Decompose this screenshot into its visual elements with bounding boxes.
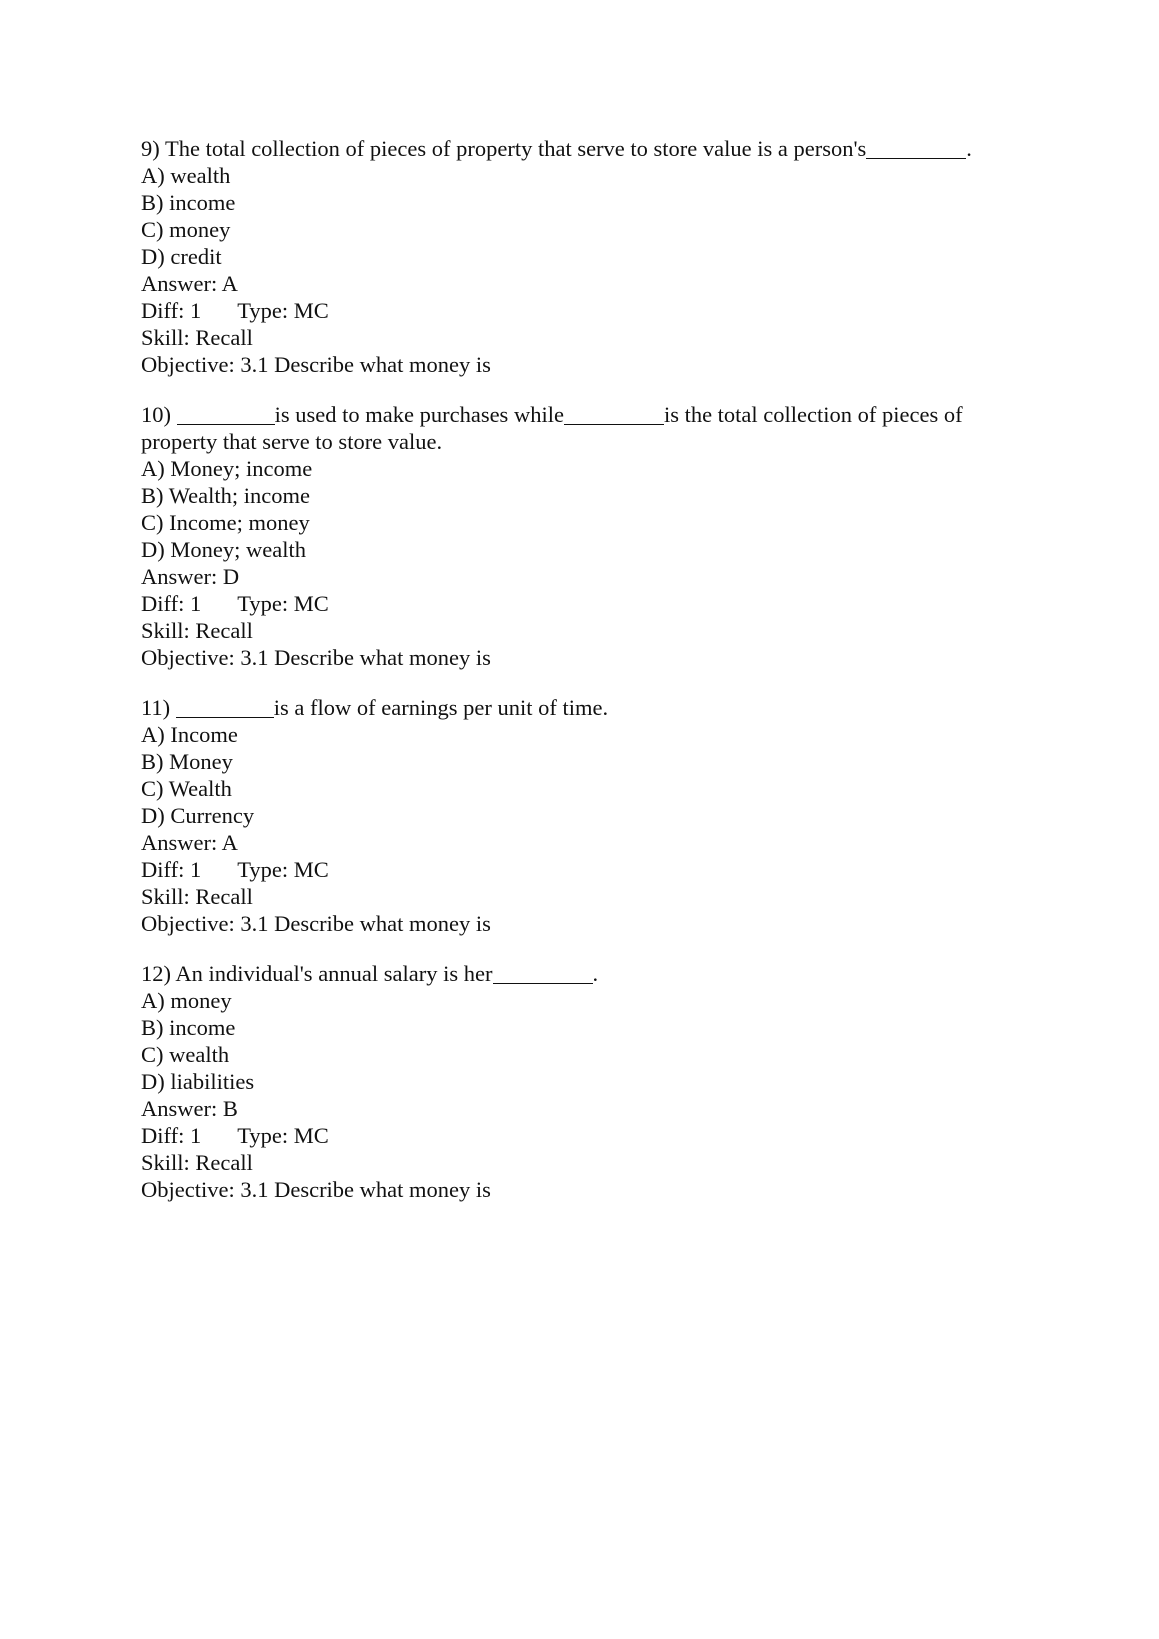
skill-line: Skill: Recall (141, 1150, 253, 1175)
skill-line: Skill: Recall (141, 325, 253, 350)
option-d: D) liabilities (141, 1069, 255, 1094)
option-a: A) Money; income (141, 456, 313, 481)
option-c: C) wealth (141, 1042, 230, 1067)
question-9 (141, 135, 1011, 378)
difficulty: Diff: 1 (141, 857, 202, 882)
option-a: A) wealth (141, 163, 231, 188)
answer-line: Answer: A (141, 830, 238, 855)
objective-line: Objective: 3.1 Describe what money is (141, 645, 491, 670)
answer-blank (866, 138, 966, 159)
option-b: B) Wealth; income (141, 483, 310, 508)
option-a: A) Income (141, 722, 238, 747)
stem-text: An individual's annual salary is her (175, 961, 493, 986)
difficulty-type-line (141, 856, 1011, 883)
skill-line: Skill: Recall (141, 884, 253, 909)
option-d: D) credit (141, 244, 222, 269)
question-list (141, 135, 1011, 1226)
objective-line: Objective: 3.1 Describe what money is (141, 911, 491, 936)
option-b: B) Money (141, 749, 233, 774)
answer-blank (564, 404, 664, 425)
stem-text: is the total collection of pieces of property that serve to store value. (141, 402, 963, 454)
question-12 (141, 960, 1011, 1203)
option-c: C) Income; money (141, 510, 310, 535)
question-10 (141, 401, 1011, 671)
question-stem (141, 135, 1011, 162)
question-11 (141, 694, 1011, 937)
question-stem (141, 401, 1011, 455)
difficulty-type-line (141, 297, 1011, 324)
stem-text: is used to make purchases while (274, 402, 564, 427)
question-stem (141, 960, 1011, 987)
difficulty-type-line (141, 1122, 1011, 1149)
difficulty: Diff: 1 (141, 298, 202, 323)
question-number: 9) (141, 136, 160, 161)
answer-blank (176, 697, 274, 718)
option-b: B) income (141, 190, 236, 215)
answer-line: Answer: D (141, 564, 240, 589)
option-c: C) money (141, 217, 231, 242)
answer-line: Answer: B (141, 1096, 238, 1121)
stem-text: . (592, 961, 599, 986)
skill-line: Skill: Recall (141, 618, 253, 643)
objective-line: Objective: 3.1 Describe what money is (141, 1177, 491, 1202)
option-b: B) income (141, 1015, 236, 1040)
difficulty: Diff: 1 (141, 591, 202, 616)
option-a: A) money (141, 988, 232, 1013)
question-number: 11) (141, 695, 171, 720)
answer-blank (177, 404, 275, 425)
question-number: 10) (141, 402, 171, 427)
answer-blank (493, 963, 593, 984)
question-type: Type: MC (237, 298, 329, 323)
difficulty-type-line (141, 590, 1011, 617)
stem-text: The total collection of pieces of property that serve to store value is a person's (164, 136, 867, 161)
question-type: Type: MC (237, 857, 329, 882)
question-type: Type: MC (237, 591, 329, 616)
difficulty: Diff: 1 (141, 1123, 202, 1148)
option-d: D) Money; wealth (141, 537, 306, 562)
stem-text: . (966, 136, 972, 161)
question-number: 12) (141, 961, 171, 986)
stem-text: is a flow of earnings per unit of time. (273, 695, 609, 720)
option-d: D) Currency (141, 803, 255, 828)
question-type: Type: MC (237, 1123, 329, 1148)
answer-line: Answer: A (141, 271, 238, 296)
option-c: C) Wealth (141, 776, 232, 801)
objective-line: Objective: 3.1 Describe what money is (141, 352, 491, 377)
question-stem (141, 694, 1011, 721)
